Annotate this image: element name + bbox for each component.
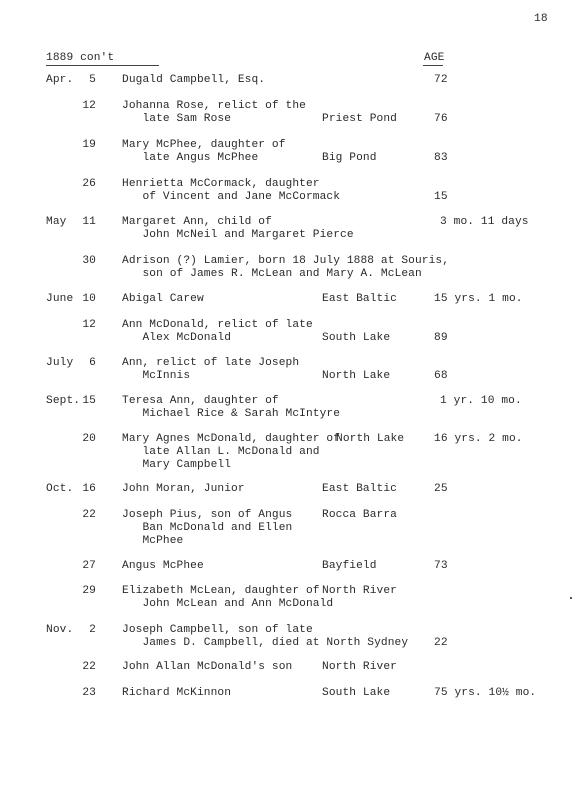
entry-month: Sept. xyxy=(46,395,81,407)
entry-month: July xyxy=(46,357,74,369)
entry-age: 1 yr. 10 mo. xyxy=(440,395,522,407)
entry-name: Ann McDonald, relict of late Alex McDonald xyxy=(122,319,313,344)
entry-age: 22 xyxy=(434,637,448,649)
entry-name: Ann, relict of late Joseph McInnis xyxy=(122,357,300,382)
entry-day: 26 xyxy=(82,178,96,190)
entry-age: 15 yrs. 1 mo. xyxy=(434,293,523,305)
entry-day: 22 xyxy=(82,661,96,673)
entry-place: Bayfield xyxy=(322,560,377,572)
entry-age: 76 xyxy=(434,113,448,125)
register-entry xyxy=(0,319,578,359)
entry-place: East Baltic xyxy=(322,483,397,495)
register-entry xyxy=(0,255,578,295)
entry-month: May xyxy=(46,216,67,228)
entry-month: Oct. xyxy=(46,483,74,495)
entry-month: June xyxy=(46,293,74,305)
entry-age: 68 xyxy=(434,370,448,382)
entry-place: North Lake xyxy=(322,370,391,382)
entry-day: 30 xyxy=(82,255,96,267)
entry-place: North River xyxy=(322,585,397,597)
entry-age: 3 mo. 11 days xyxy=(440,216,529,228)
entry-day: 23 xyxy=(82,687,96,699)
entry-day: 16 xyxy=(82,483,96,495)
entry-place: South Lake xyxy=(322,687,391,699)
register-entry xyxy=(0,178,578,218)
register-entry xyxy=(0,357,578,397)
entry-name: Adrison (?) Lamier, born 18 July 1888 at Souris, son of James R. McLean and Mary A. McLean xyxy=(122,255,450,280)
entry-name: Joseph Campbell, son of late James D. Campbell, died at North Sydney xyxy=(122,624,409,649)
age-header-underline xyxy=(423,65,443,66)
entry-name: Elizabeth McLean, daughter of John McLean and Ann McDonald xyxy=(122,585,334,610)
register-entry xyxy=(0,395,578,435)
entry-day: 5 xyxy=(89,74,96,86)
entry-name: Teresa Ann, daughter of Michael Rice & Sarah McIntyre xyxy=(122,395,341,420)
year-header-underline xyxy=(46,65,159,66)
entry-name: Joseph Pius, son of Angus Ban McDonald and Ellen McPhee xyxy=(122,509,293,547)
entry-age: 73 xyxy=(434,560,448,572)
entry-day: 20 xyxy=(82,433,96,445)
register-entry xyxy=(0,687,578,727)
entry-age: 75 yrs. 10½ mo. xyxy=(434,687,537,699)
entry-day: 19 xyxy=(82,139,96,151)
entry-name: John Moran, Junior xyxy=(122,483,245,495)
entry-name: Margaret Ann, child of John McNeil and Margaret Pierce xyxy=(122,216,354,241)
entry-day: 11 xyxy=(82,216,96,228)
register-entry xyxy=(0,585,578,625)
register-entry xyxy=(0,433,578,473)
entry-place: North River xyxy=(322,661,397,673)
scan-mark xyxy=(570,597,572,599)
section-year-header: 1889 con't xyxy=(46,52,115,64)
entry-day: 29 xyxy=(82,585,96,597)
entry-place: Big Pond xyxy=(322,152,377,164)
entry-age: 16 yrs. 2 mo. xyxy=(434,433,523,445)
age-column-header: AGE xyxy=(424,52,445,64)
entry-place: Priest Pond xyxy=(322,113,397,125)
entry-place: East Baltic xyxy=(322,293,397,305)
register-entry xyxy=(0,624,578,664)
entry-place: Rocca Barra xyxy=(322,509,397,521)
register-entry xyxy=(0,509,578,549)
entry-name: Angus McPhee xyxy=(122,560,204,572)
entry-name: Mary Agnes McDonald, daughter of late Allan L. McDonald and Mary Campbell xyxy=(122,433,341,471)
entry-name: John Allan McDonald's son xyxy=(122,661,293,673)
entry-day: 22 xyxy=(82,509,96,521)
page-number: 18 xyxy=(534,13,548,25)
entry-month: Nov. xyxy=(46,624,74,636)
entry-age: 89 xyxy=(434,332,448,344)
entry-day: 10 xyxy=(82,293,96,305)
entry-day: 6 xyxy=(89,357,96,369)
register-entry xyxy=(0,216,578,256)
entry-name: Johanna Rose, relict of the late Sam Rose xyxy=(122,100,306,125)
register-entry xyxy=(0,100,578,140)
entry-day: 15 xyxy=(82,395,96,407)
register-entry xyxy=(0,139,578,179)
entry-name: Dugald Campbell, Esq. xyxy=(122,74,266,86)
entry-name: Abigal Carew xyxy=(122,293,204,305)
entry-month: Apr. xyxy=(46,74,74,86)
entry-day: 2 xyxy=(89,624,96,636)
entry-age: 25 xyxy=(434,483,448,495)
entry-day: 12 xyxy=(82,319,96,331)
entry-name: Henrietta McCormack, daughter of Vincent and Jane McCormack xyxy=(122,178,341,203)
entry-name: Mary McPhee, daughter of late Angus McPhee xyxy=(122,139,286,164)
entry-day: 12 xyxy=(82,100,96,112)
entry-age: 72 xyxy=(434,74,448,86)
entry-name: Richard McKinnon xyxy=(122,687,232,699)
entry-age: 15 xyxy=(434,191,448,203)
entry-age: 83 xyxy=(434,152,448,164)
entry-place: North Lake xyxy=(336,433,405,445)
entry-day: 27 xyxy=(82,560,96,572)
entry-place: South Lake xyxy=(322,332,391,344)
